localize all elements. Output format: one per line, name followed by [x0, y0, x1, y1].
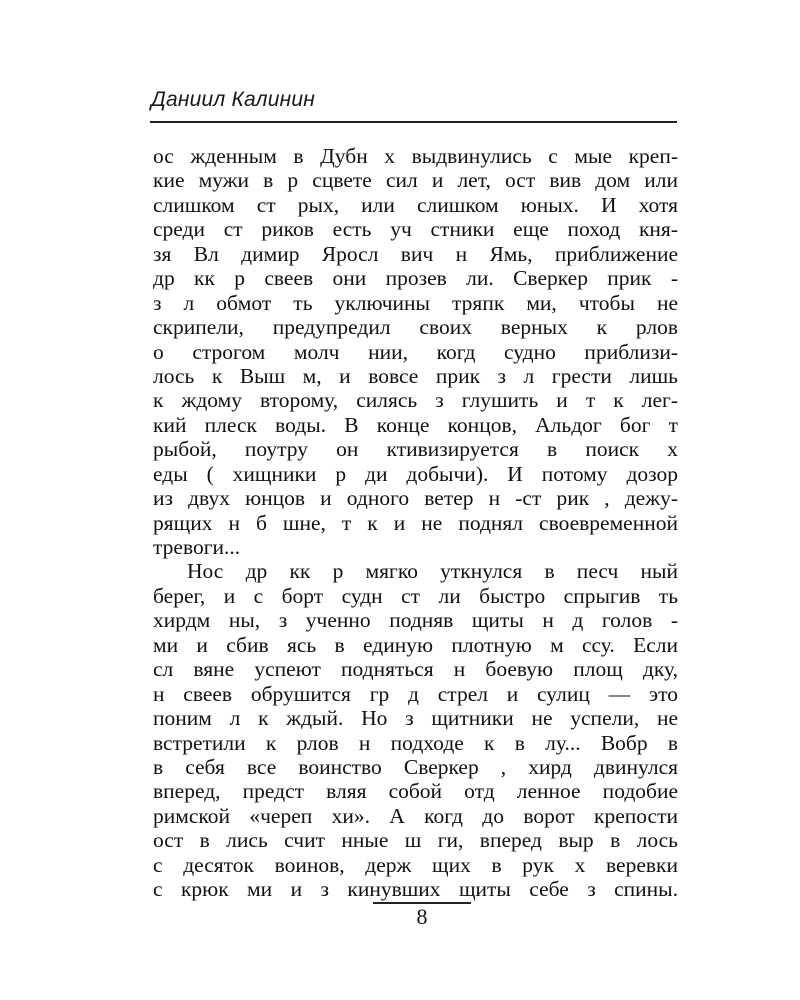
text-line: слишком ст рых, или слишком юных. И хотя [153, 192, 678, 217]
body-text [153, 144, 678, 902]
text-line: еды ( хищники р ди добычи). И потому дозор [153, 461, 678, 486]
text-line: римской «череп хи». А когд до ворот крепости [153, 803, 678, 828]
text-line: встретили к рлов н подходе к в лу... Вобр в [153, 730, 678, 755]
text-line: н свеев обрушится гр д стрел и сулиц — это [153, 681, 678, 706]
text-line: рящих н б шне, т к и не поднял своевременной [153, 510, 678, 535]
text-line: с десяток воинов, держ щих в рук х веревки [153, 852, 678, 877]
text-line: рыбой, поутру он ктивизируется в поиск х [153, 437, 678, 462]
text-line: в себя все воинство Сверкер , хирд двинулся [153, 754, 678, 779]
text-line: др кк р свеев они прозев ли. Сверкер прик - [153, 266, 678, 291]
text-line: ост в лись счит нные ш ги, вперед выр в лось [153, 828, 678, 853]
text-line: о строгом молч нии, когд судно приблизи- [153, 339, 678, 364]
text-line: среди ст риков есть уч стники еще поход кня- [153, 217, 678, 242]
text-line: хирдм ны, з ученно подняв щиты н д голов - [153, 608, 678, 633]
text-line: ос жденным в Дубн х выдвинулись с мые креп- [153, 144, 678, 168]
header-rule [150, 121, 677, 123]
paragraph-first-line: Нос др кк р мягко уткнулся в песч ный [187, 559, 678, 584]
text-line: берег, и с борт судн ст ли быстро спрыгив ть [153, 583, 678, 608]
text-line: поним л к ждый. Но з щитники не успели, не [153, 706, 678, 731]
page-number: 8 [416, 904, 428, 929]
text-line: з л обмот ть уключины тряпк ми, чтобы не [153, 290, 678, 315]
text-line: зя Вл димир Яросл вич н Ямь, приближение [153, 241, 678, 266]
text-line: кий плеск воды. В конце концов, Альдог бог т [153, 412, 678, 437]
running-header-author: Даниил Калинин [151, 88, 315, 111]
text-line: лось к Выш м, и вовсе прик з л грести лишь [153, 363, 678, 388]
text-line: сл вяне успеют подняться н боевую площ дку, [153, 657, 678, 682]
text-line: тревоги... [153, 535, 241, 559]
text-line: ми и сбив ясь в единую плотную м ссу. Если [153, 632, 678, 657]
text-line: с крюк ми и з кинувших щиты себе з спины. [153, 877, 678, 902]
text-line: кие мужи в р сцвете сил и лет, ост вив дом или [153, 168, 678, 193]
text-line: к ждому второму, силясь з глушить и т к лег- [153, 388, 678, 413]
text-line: из двух юнцов и одного ветер н -ст рик , дежу- [153, 486, 678, 511]
text-line: вперед, предст вляя собой отд ленное подобие [153, 779, 678, 804]
text-line: скрипели, предупредил своих верных к рлов [153, 315, 678, 340]
